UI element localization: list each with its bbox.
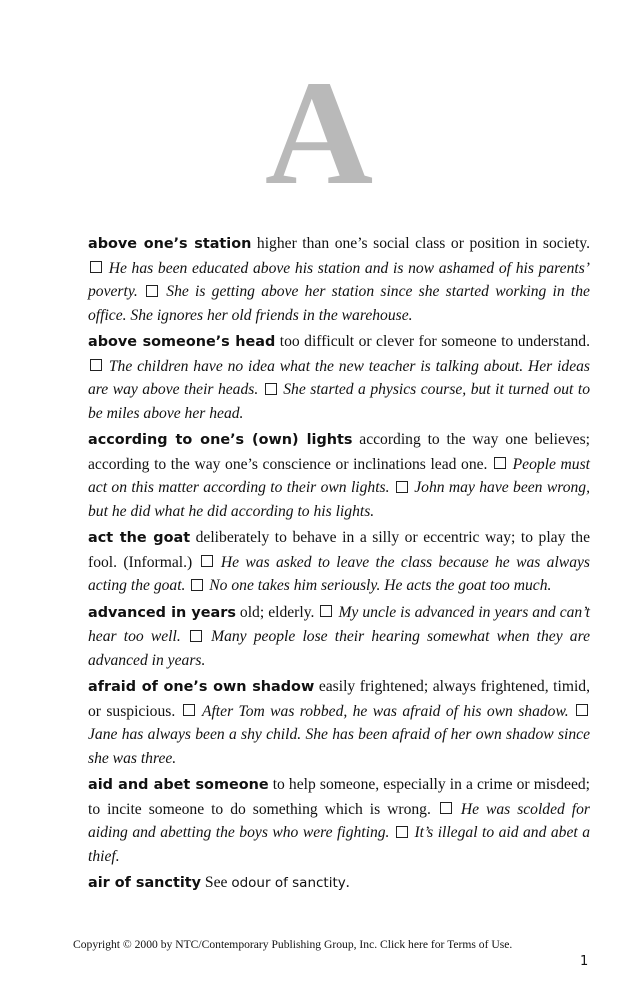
example-box-icon <box>201 555 213 567</box>
entry-example: John may have been wrong, but he did what he did according to his lights. <box>88 479 590 520</box>
entry-term: above someone’s head <box>88 334 276 350</box>
entry <box>88 526 590 598</box>
example-box-icon <box>494 457 506 469</box>
example-box-icon <box>265 383 277 395</box>
entry-example: He was asked to leave the class because he was always acting the goat. <box>88 553 590 594</box>
entry <box>88 428 590 523</box>
entry-example: Jane has always been a shy child. She has been afraid of her own shadow since she was three. <box>88 726 590 767</box>
entry-example: He has been educated above his station and is now ashamed of his parents’ poverty. <box>88 259 590 300</box>
entry <box>88 330 590 425</box>
section-letter: A <box>264 50 374 216</box>
entry <box>88 675 590 770</box>
entry-example: My uncle is advanced in years and can’t hear too well. <box>88 603 591 645</box>
copyright-notice[interactable]: Copyright © 2000 by NTC/Contemporary Publishing Group, Inc. Click here for Terms of Use. <box>73 938 513 951</box>
example-box-icon <box>90 261 102 273</box>
example-box-icon <box>396 481 408 493</box>
entry-example: It’s illegal to aid and abet a thief. <box>88 824 591 865</box>
entry-definition: according to the way one believes; according to the way one’s conscience or inclinations lead one. <box>88 431 590 473</box>
example-box-icon <box>183 704 195 716</box>
cross-reference-link[interactable]: odour of sanctity <box>231 875 346 891</box>
entry-definition: higher than one’s social class or position in society. <box>251 235 590 252</box>
entry-example: Many people lose their hearing somewhat when they are advanced in years. <box>88 628 591 669</box>
see-label: See <box>201 874 232 891</box>
page-number: 1 <box>580 954 589 969</box>
entry-definition: too difficult or clever for someone to understand. <box>275 333 590 350</box>
entry-term: above one’s station <box>88 236 252 252</box>
example-box-icon <box>576 704 588 716</box>
entry-example: No one takes him seriously. He acts the goat too much. <box>209 577 552 594</box>
example-box-icon <box>396 826 408 838</box>
entry-definition: deliberately to behave in a silly or eccentric way; to play the fool. (Informal.) <box>88 529 590 571</box>
entry <box>88 232 590 327</box>
example-box-icon <box>191 579 203 591</box>
example-box-icon <box>190 630 202 642</box>
entry-term: advanced in years <box>88 604 236 621</box>
example-box-icon <box>90 359 102 371</box>
entries-list <box>88 232 590 899</box>
entry-term: aid and abet someone <box>88 777 269 793</box>
entry-term: air of sanctity <box>88 875 202 891</box>
entry-example: She is getting above her station since she started working in the office. She ignores her old friends in the warehouse. <box>88 283 590 324</box>
entry-definition: old; elderly. <box>235 603 319 621</box>
example-box-icon <box>320 605 332 617</box>
entry <box>88 773 590 868</box>
entry-term: according to one’s (own) lights <box>88 432 353 448</box>
entry-end: . <box>345 874 350 891</box>
entry-term: act the goat <box>88 530 191 546</box>
entry-example: After Tom was robbed, he was afraid of his own shadow. <box>201 702 569 720</box>
example-box-icon <box>440 802 452 814</box>
entry-term: afraid of one’s own shadow <box>88 679 315 695</box>
entry-example: People must act on this matter according to their own lights. <box>88 455 591 496</box>
entry-definition: easily frightened; always frightened, timid, or suspicious. <box>88 678 590 720</box>
entry-example: He was scolded for aiding and abetting the boys who were fighting. <box>88 800 590 841</box>
entry <box>88 601 590 673</box>
entry-example: She started a physics course, but it turned out to be miles above her head. <box>88 381 591 422</box>
entry-cross-reference <box>88 871 590 896</box>
example-box-icon <box>146 285 158 297</box>
entry-definition: to help someone, especially in a crime or misdeed; to incite someone to do something which is wrong. <box>88 776 590 818</box>
entry-example: The children have no idea what the new teacher is talking about. Her ideas are way above their heads. <box>88 357 590 398</box>
